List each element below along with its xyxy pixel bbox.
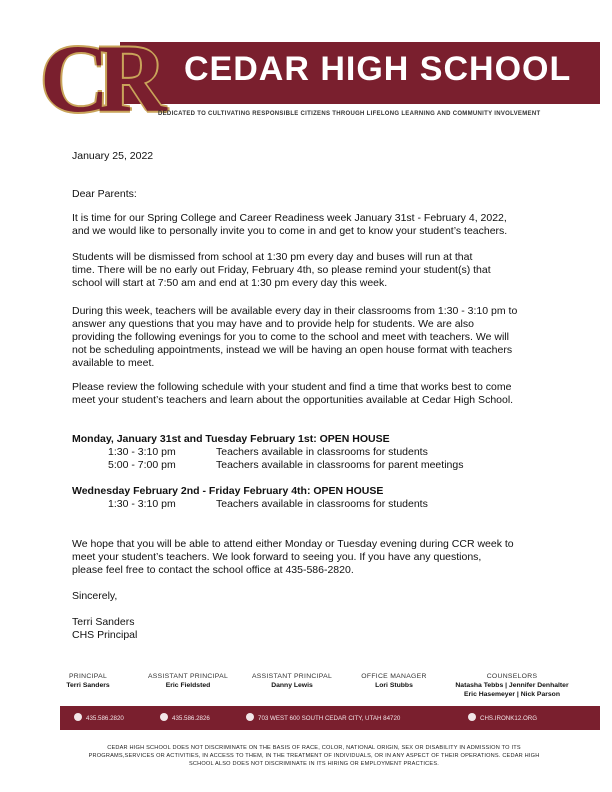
phone-number: 435.586.2820 [86, 715, 124, 722]
paragraph-line: time. There will be no early out Friday, February 4th, so please remind your student(s) that [72, 264, 491, 276]
staff-name: Danny Lewis [271, 682, 313, 689]
school-tagline: DEDICATED TO CULTIVATING RESPONSIBLE CITIZENS THROUGH LIFELONG LEARNING AND COMMUNITY INVOLVEMENT [158, 111, 541, 117]
paragraph-line: Please review the following schedule with your student and find a time that works best to come [72, 381, 512, 393]
schedule-time: 5:00 - 7:00 pm [108, 459, 176, 471]
nondiscrimination-disclaimer: CEDAR HIGH SCHOOL DOES NOT DISCRIMINATE ON THE BASIS OF RACE, COLOR, NATIONAL ORIGIN, SEX OR DISABILITY IN ADMISSION TO ITS PROGRAMS,SERVICES OR ACTIVITIES, IN ACCESS TO THEM, IN THE TREATMENT OF INDIVIDUALS, OR IN ANY ASPECT OF THEIR OPERATIONS. CEDAR HIGH SCHOOL ALSO DOES NOT DISCRIMINATE IN ITS HIRING OR EMPLOYMENT PRACTICES. [88, 745, 540, 767]
staff-office-manager [352, 672, 436, 690]
closing: Sincerely, [72, 590, 118, 602]
school-logo [36, 25, 155, 132]
staff-assistant-principal-2 [242, 672, 342, 690]
paragraph-line: meet your student’s teachers. We look forward to seeing you. If you have any questions, [72, 551, 482, 563]
paragraph-dismissal [72, 251, 552, 290]
staff-principal [58, 672, 118, 690]
paragraph-line: meet your student’s teachers and learn about the opportunities available at Cedar High School. [72, 394, 514, 406]
schedule-description: Teachers available in classrooms for students [216, 498, 428, 510]
staff-name: Eric Hasemeyer | Nick Parson [464, 691, 560, 698]
paragraph-line: We hope that you will be able to attend either Monday or Tuesday evening during CCR week to [72, 538, 514, 550]
school-name: CEDAR HIGH SCHOOL [184, 50, 572, 88]
staff-title: ASSISTANT PRINCIPAL [147, 673, 229, 680]
globe-icon [468, 713, 476, 721]
schedule-time: 1:30 - 3:10 pm [108, 446, 176, 458]
paragraph-line: answer any questions that you may have and to provide help for students. We are also [72, 318, 474, 330]
schedule-description: Teachers available in classrooms for students [216, 446, 428, 458]
schedule-heading-wed-fri: Wednesday February 2nd - Friday February 4th: OPEN HOUSE [72, 485, 384, 497]
schedule-description: Teachers available in classrooms for parent meetings [216, 459, 464, 471]
paragraph-line: available to meet. [72, 357, 155, 369]
location-pin-icon [246, 713, 254, 721]
letter-date: January 25, 2022 [72, 150, 154, 162]
contact-fax [160, 713, 210, 722]
schedule-heading-mon-tue: Monday, January 31st and Tuesday February 1st: OPEN HOUSE [72, 433, 390, 445]
paragraph-closing [72, 538, 552, 577]
paragraph-line: not be scheduling appointments, instead we will be having an open house format with teachers [72, 344, 513, 356]
staff-title: PRINCIPAL [68, 673, 108, 680]
contact-phone[interactable] [74, 713, 124, 722]
paragraph-invite [72, 212, 552, 238]
contact-website[interactable] [468, 713, 537, 722]
phone-icon [74, 713, 82, 721]
contact-address [246, 713, 400, 722]
paragraph-line: providing the following evenings for you to come to the school and meet with teachers. We will [72, 331, 509, 343]
fax-number: 435.586.2826 [172, 715, 210, 722]
staff-name: Eric Fieldsted [165, 682, 211, 689]
staff-name: Lori Stubbs [375, 682, 413, 689]
staff-title: ASSISTANT PRINCIPAL [251, 673, 333, 680]
staff-title: COUNSELORS [486, 673, 538, 680]
paragraph-line: Students will be dismissed from school at 1:30 pm every day and buses will run at that [72, 251, 473, 263]
staff-title: OFFICE MANAGER [361, 673, 427, 680]
paragraph-teachers [72, 305, 552, 370]
paragraph-line: please feel free to contact the school office at 435-586-2820. [72, 564, 354, 576]
paragraph-line: During this week, teachers will be available every day in their classrooms from 1:30 - 3:10 pm to [72, 305, 518, 317]
fax-icon [160, 713, 168, 721]
signer-name: Terri Sanders [72, 616, 135, 628]
staff-counselors [438, 672, 586, 699]
salutation: Dear Parents: [72, 188, 137, 200]
schedule-time: 1:30 - 3:10 pm [108, 498, 176, 510]
paragraph-line: and we would like to personally invite you to come in and get to know your student’s teachers. [72, 225, 508, 237]
staff-name: Terri Sanders [66, 682, 110, 689]
signer-title: CHS Principal [72, 629, 138, 641]
paragraph-line: school will start at 7:50 am and end at 1:30 pm every day this week. [72, 277, 388, 289]
paragraph-line: It is time for our Spring College and Career Readiness week January 31st - February 4, 2022, [72, 212, 507, 224]
website: CHS.IRONK12.ORG [480, 715, 538, 722]
address: 703 WEST 600 SOUTH CEDAR CITY, UTAH 84720 [258, 715, 401, 722]
staff-name: Natasha Tebbs | Jennifer Denhalter [455, 682, 569, 689]
paragraph-schedule-intro [72, 381, 552, 407]
logo-monogram: CR [40, 25, 155, 132]
staff-assistant-principal-1 [138, 672, 238, 690]
